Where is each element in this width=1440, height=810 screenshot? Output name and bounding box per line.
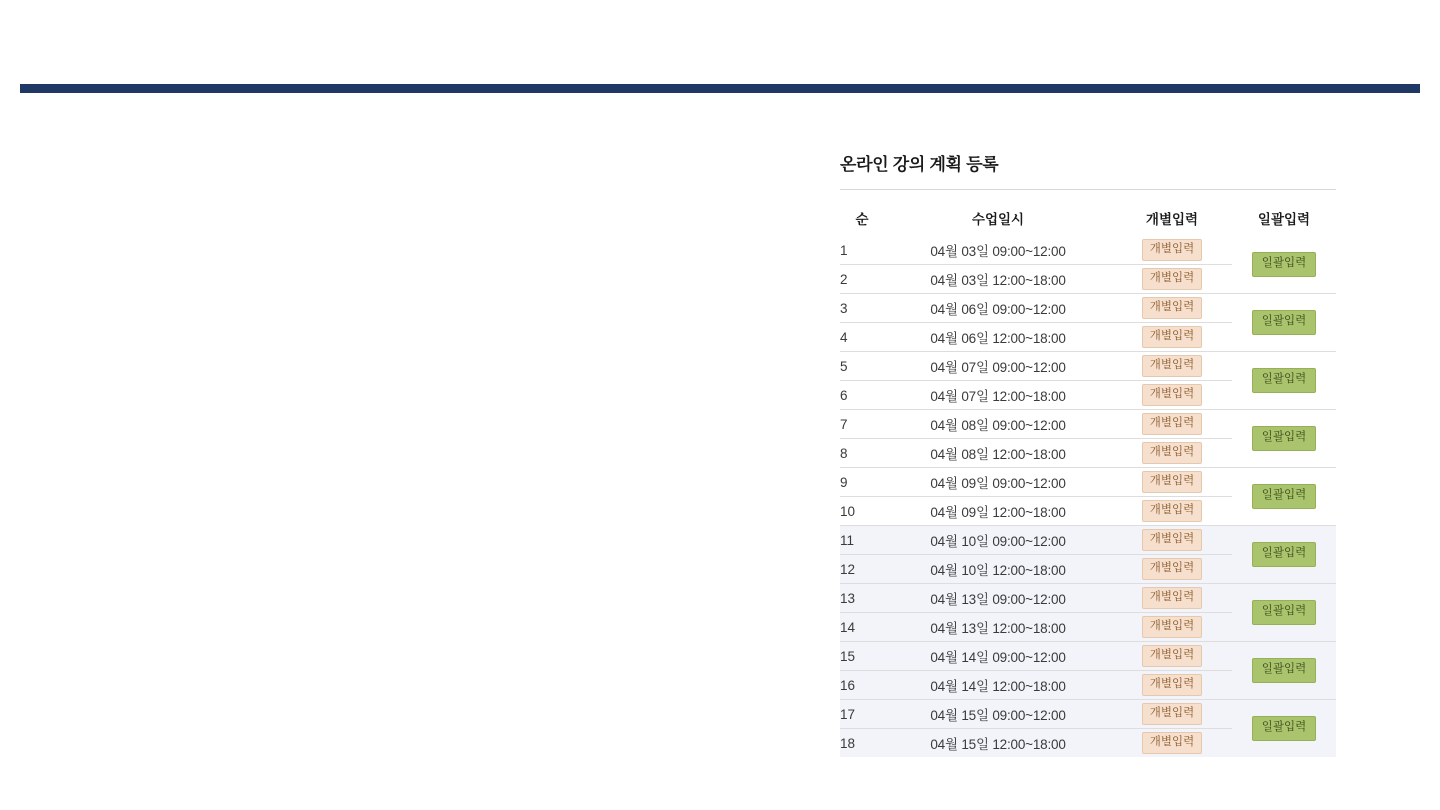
class-datetime: 04월 10일 12:00~18:00: [884, 555, 1112, 584]
individual-input-cell: [1112, 294, 1232, 323]
individual-input-cell: [1112, 352, 1232, 381]
table-row: [840, 410, 1336, 439]
individual-input-button[interactable]: 개별입력: [1142, 587, 1202, 610]
top-navy-bar: [20, 84, 1420, 93]
individual-input-cell: [1112, 584, 1232, 613]
batch-input-cell: [1232, 642, 1336, 700]
individual-input-button[interactable]: 개별입력: [1142, 471, 1202, 494]
individual-input-button[interactable]: 개별입력: [1142, 355, 1202, 378]
table-body: [840, 236, 1336, 757]
schedule-table: [840, 208, 1336, 757]
table-row: [840, 642, 1336, 671]
individual-input-cell: [1112, 468, 1232, 497]
title-divider: [840, 189, 1336, 190]
row-number: 16: [840, 671, 884, 700]
class-datetime: 04월 13일 09:00~12:00: [884, 584, 1112, 613]
individual-input-cell: [1112, 236, 1232, 265]
individual-input-button[interactable]: 개별입력: [1142, 674, 1202, 697]
row-number: 14: [840, 613, 884, 642]
class-datetime: 04월 07일 12:00~18:00: [884, 381, 1112, 410]
individual-input-cell: [1112, 526, 1232, 555]
individual-input-cell: [1112, 700, 1232, 729]
class-datetime: 04월 06일 12:00~18:00: [884, 323, 1112, 352]
class-datetime: 04월 09일 09:00~12:00: [884, 468, 1112, 497]
page-title: 온라인 강의 계획 등록: [840, 155, 999, 174]
row-number: 2: [840, 265, 884, 294]
class-datetime: 04월 14일 12:00~18:00: [884, 671, 1112, 700]
individual-input-button[interactable]: 개별입력: [1142, 326, 1202, 349]
row-number: 12: [840, 555, 884, 584]
column-header-no: 순: [855, 212, 869, 227]
individual-input-button[interactable]: 개별입력: [1142, 268, 1202, 291]
row-number: 6: [840, 381, 884, 410]
row-number: 7: [840, 410, 884, 439]
individual-input-cell: [1112, 323, 1232, 352]
table-row: [840, 352, 1336, 381]
class-datetime: 04월 13일 12:00~18:00: [884, 613, 1112, 642]
individual-input-button[interactable]: 개별입력: [1142, 297, 1202, 320]
individual-input-button[interactable]: 개별입력: [1142, 384, 1202, 407]
row-number: 15: [840, 642, 884, 671]
batch-input-cell: [1232, 584, 1336, 642]
table-header-row: [840, 208, 1336, 236]
table-row: [840, 294, 1336, 323]
individual-input-cell: [1112, 613, 1232, 642]
column-header-batch: 일괄입력: [1257, 212, 1311, 227]
row-number: 3: [840, 294, 884, 323]
individual-input-button[interactable]: 개별입력: [1142, 529, 1202, 552]
row-number: 18: [840, 729, 884, 758]
individual-input-cell: [1112, 642, 1232, 671]
individual-input-cell: [1112, 729, 1232, 758]
table-row: [840, 584, 1336, 613]
batch-input-button[interactable]: 일괄입력: [1252, 600, 1316, 625]
individual-input-button[interactable]: 개별입력: [1142, 703, 1202, 726]
individual-input-button[interactable]: 개별입력: [1142, 500, 1202, 523]
individual-input-button[interactable]: 개별입력: [1142, 442, 1202, 465]
class-datetime: 04월 15일 12:00~18:00: [884, 729, 1112, 758]
batch-input-cell: [1232, 700, 1336, 758]
row-number: 5: [840, 352, 884, 381]
class-datetime: 04월 15일 09:00~12:00: [884, 700, 1112, 729]
row-number: 11: [840, 526, 884, 555]
class-datetime: 04월 06일 09:00~12:00: [884, 294, 1112, 323]
individual-input-cell: [1112, 265, 1232, 294]
individual-input-button[interactable]: 개별입력: [1142, 732, 1202, 755]
column-header-individual: 개별입력: [1145, 212, 1199, 227]
class-datetime: 04월 03일 12:00~18:00: [884, 265, 1112, 294]
table-head: [840, 208, 1336, 236]
table-row: [840, 468, 1336, 497]
class-datetime: 04월 03일 09:00~12:00: [930, 244, 1066, 259]
batch-input-button[interactable]: 일괄입력: [1252, 484, 1316, 509]
class-datetime: 04월 09일 12:00~18:00: [884, 497, 1112, 526]
individual-input-cell: [1112, 439, 1232, 468]
individual-input-cell: [1112, 497, 1232, 526]
batch-input-button[interactable]: 일괄입력: [1252, 716, 1316, 741]
row-number: 13: [840, 584, 884, 613]
row-number: 17: [840, 700, 884, 729]
individual-input-button[interactable]: 개별입력: [1142, 413, 1202, 436]
table-row: [840, 700, 1336, 729]
individual-input-cell: [1112, 410, 1232, 439]
batch-input-cell: [1232, 294, 1336, 352]
batch-input-cell: [1232, 352, 1336, 410]
batch-input-cell: [1232, 468, 1336, 526]
individual-input-button[interactable]: 개별입력: [1142, 616, 1202, 639]
individual-input-cell: [1112, 671, 1232, 700]
individual-input-button[interactable]: 개별입력: [1142, 239, 1202, 262]
class-datetime: 04월 08일 09:00~12:00: [884, 410, 1112, 439]
row-number: 1: [840, 242, 848, 258]
table-row: [840, 236, 1336, 265]
row-number: 9: [840, 468, 884, 497]
batch-input-cell: [1232, 236, 1336, 294]
row-number: 4: [840, 323, 884, 352]
batch-input-button[interactable]: 일괄입력: [1252, 658, 1316, 683]
batch-input-button[interactable]: 일괄입력: [1252, 426, 1316, 451]
individual-input-button[interactable]: 개별입력: [1142, 645, 1202, 668]
class-datetime: 04월 10일 09:00~12:00: [884, 526, 1112, 555]
individual-input-cell: [1112, 555, 1232, 584]
class-datetime: 04월 08일 12:00~18:00: [884, 439, 1112, 468]
class-datetime: 04월 14일 09:00~12:00: [884, 642, 1112, 671]
batch-input-cell: [1232, 526, 1336, 584]
batch-input-button[interactable]: 일괄입력: [1252, 368, 1316, 393]
batch-input-cell: [1232, 410, 1336, 468]
row-number: 8: [840, 439, 884, 468]
batch-input-button[interactable]: 일괄입력: [1252, 542, 1316, 567]
table-row: [840, 526, 1336, 555]
batch-input-button[interactable]: 일괄입력: [1252, 252, 1316, 277]
class-datetime: 04월 07일 09:00~12:00: [884, 352, 1112, 381]
lecture-plan-panel: [840, 150, 1336, 757]
column-header-date: 수업일시: [971, 212, 1025, 227]
row-number: 10: [840, 497, 884, 526]
individual-input-button[interactable]: 개별입력: [1142, 558, 1202, 581]
batch-input-button[interactable]: 일괄입력: [1252, 310, 1316, 335]
individual-input-cell: [1112, 381, 1232, 410]
